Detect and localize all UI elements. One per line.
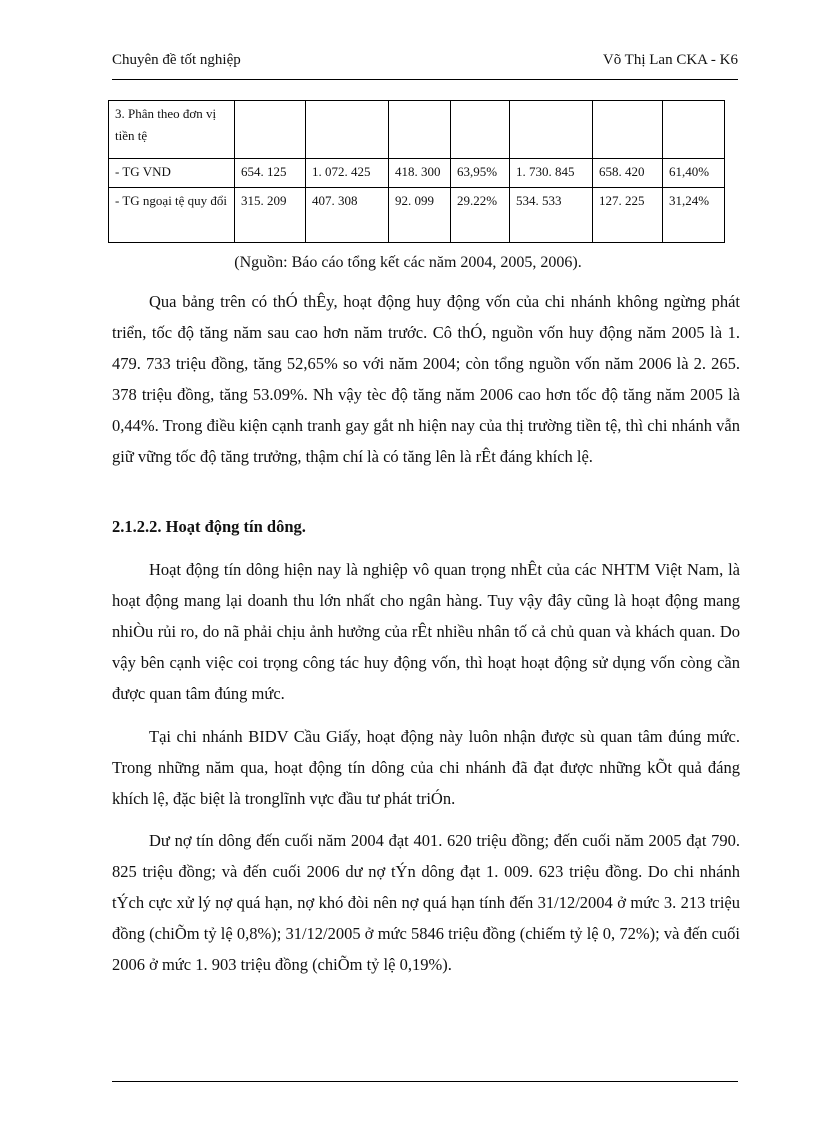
table-cell: - TG VND [109, 159, 235, 188]
table-cell: 315. 209 [235, 188, 306, 243]
table-cell: 1. 730. 845 [510, 159, 593, 188]
table-cell: 29.22% [451, 188, 510, 243]
paragraph-loan-figures: Dư nợ tín dông đến cuối năm 2004 đạt 401. 620 triệu đồng; đến cuối năm 2005 đạt 790. 825 triệu đồng; và đến cuối 2006 dư nợ tÝn dông đạt 1. 009. 623 triệu đồng. Do chi nhánh tÝch cực xử lý nợ quá hạn, nợ khó đòi nên nợ quá hạn tính đến 31/12/2004 ở mức 3. 213 triệu đồng (chiÕm tỷ lệ 0,8%); 31/12/2005 ở mức 5846 triệu đồng (chiếm tỷ lệ 0, 72%); và đến cuối 2006 ở mức 1. 903 triệu đồng (chiÕm tỷ lệ 0,19%). [112, 831, 740, 974]
table-row [109, 101, 725, 159]
table-cell: 407. 308 [306, 188, 389, 243]
paragraph-branch-credit: Tại chi nhánh BIDV Cầu Giấy, hoạt động này luôn nhận được sù quan tâm đúng mức. Trong những năm qua, hoạt động tín dông của chi nhánh đã đạt được những kÕt quả đáng khích lệ, đặc biệt là tronglĩnh vực đầu tư phát triÓn. [112, 727, 740, 808]
table-cell: 534. 533 [510, 188, 593, 243]
header-author: Võ Thị Lan CKA - K6 [602, 52, 738, 68]
table-cell: 63,95% [451, 159, 510, 188]
table-cell [451, 101, 510, 159]
table-cell [389, 101, 451, 159]
paragraph-deposit-analysis: Qua bảng trên có thÓ thÊy, hoạt động huy động vốn của chi nhánh không ngừng phát triển, tốc độ tăng năm sau cao hơn năm trước. Cô thÓ, nguồn vốn huy động năm 2005 là 1. 479. 733 triệu đồng, tăng 52,65% so với năm 2004; còn tổng nguồn vốn năm 2006 là 2. 265. 378 triệu đồng, tăng 53.09%. Nh vậy tèc độ tăng năm 2006 cao hơn tốc độ tăng năm 2005 là 0,44%. Trong điều kiện cạnh tranh gay gắt nh hiện nay của thị trường tiền tệ, thì chi nhánh vẫn giữ vững tốc độ tăng trưởng, thậm chí là có tăng lên là rÊt đáng khích lệ. [112, 292, 740, 466]
page-header [112, 52, 738, 76]
table-cell: 654. 125 [235, 159, 306, 188]
table-cell [663, 101, 725, 159]
header-divider [112, 79, 738, 80]
header-title: Chuyên đề tốt nghiệp [112, 52, 241, 68]
table-cell: 3. Phân theo đơn vị tiền tệ [109, 101, 235, 159]
table-cell: 418. 300 [389, 159, 451, 188]
table-cell: 92. 099 [389, 188, 451, 243]
table-cell [306, 101, 389, 159]
table-cell: 61,40% [663, 159, 725, 188]
table-cell [593, 101, 663, 159]
table-row [109, 159, 725, 188]
table-cell [235, 101, 306, 159]
footer-divider [112, 1081, 738, 1082]
table-row [109, 188, 725, 243]
table-cell: 658. 420 [593, 159, 663, 188]
section-heading: 2.1.2.2. Hoạt động tín dông. [112, 517, 306, 536]
table-cell: 31,24% [663, 188, 725, 243]
table-cell: - TG ngoại tệ quy đổi [109, 188, 235, 243]
paragraph-credit-intro: Hoạt động tín dông hiện nay là nghiệp vô quan trọng nhÊt của các NHTM Việt Nam, là hoạt động mang lại doanh thu lớn nhất cho ngân hàng. Tuy vậy đây cũng là hoạt động mang nhiÒu rủi ro, do nã phải chịu ảnh hưởng của rÊt nhiều nhân tố cả chủ quan và khách quan. Do vậy bên cạnh việc coi trọng công tác huy động vốn, thì hoạt hoạt động sử dụng vốn còng cần được quan tâm đúng mức. [112, 560, 740, 703]
table-cell [510, 101, 593, 159]
table-cell: 1. 072. 425 [306, 159, 389, 188]
table-source-note: (Nguồn: Báo cáo tổng kết các năm 2004, 2005, 2006). [234, 254, 582, 271]
table-cell: 127. 225 [593, 188, 663, 243]
deposit-table [108, 100, 725, 243]
